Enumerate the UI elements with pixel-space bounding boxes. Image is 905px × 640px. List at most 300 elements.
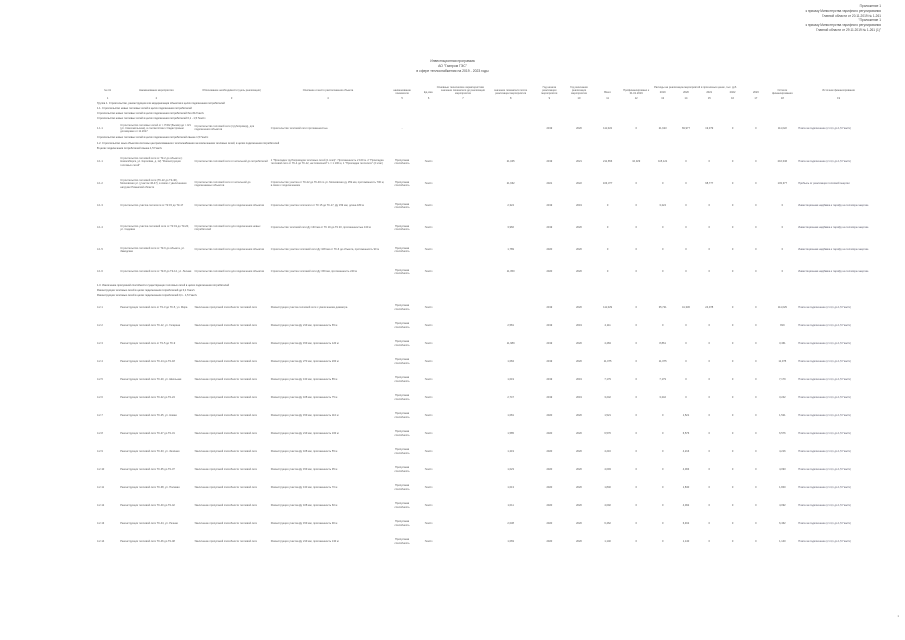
row-2023: 0 xyxy=(755,226,757,230)
row-unit: Гкал/ч xyxy=(424,450,433,454)
row-after: 1,789 xyxy=(507,248,514,252)
row-2021: 24,078 xyxy=(705,306,714,310)
row-name: Реконструкция тепловой сети от ТК-5 до ТК-9 xyxy=(120,342,176,346)
title-line-3: в сфере теплоснабжения на 2019 - 2023 годы xyxy=(416,69,489,73)
row-source: Плата за подключение (ст.4,1 до 1,5 Гкал/ч) xyxy=(798,450,851,454)
row-2021: 0 xyxy=(708,160,710,164)
row-number: 4.1.5 xyxy=(97,248,103,252)
row-number: 4.1.1 xyxy=(97,160,103,164)
row-after: 2,324 xyxy=(507,204,514,208)
column-number-cell: 2 xyxy=(155,96,158,100)
row-number: 4.2.8 xyxy=(97,432,103,436)
table-row xyxy=(96,121,880,135)
col-before-header: значение показателя до реализации мероприятия xyxy=(440,89,485,96)
row-total: 6,576 xyxy=(604,432,611,436)
row-start-year: 2020 xyxy=(546,504,553,508)
row-before xyxy=(439,151,487,173)
row-2020: 41,330 xyxy=(681,306,690,310)
column-number-cell: 17 xyxy=(754,96,758,100)
row-total: 0 xyxy=(606,204,609,208)
row-unit: Гкал/ч xyxy=(424,522,433,526)
column-number-cell: 4 xyxy=(327,96,329,100)
row-2022: 0 xyxy=(731,486,734,490)
row-unit: Гкал/ч xyxy=(424,270,433,274)
row-2020: 0 xyxy=(685,342,687,346)
row-financed: 10,329 xyxy=(632,160,641,164)
row-2020: 1,840 xyxy=(682,486,690,490)
row-2023: 0 xyxy=(755,160,757,164)
row-name: Строительство участка теплосети от ТК 15 до ТК-17 xyxy=(120,204,184,208)
row-2019: 8,861 xyxy=(659,342,666,346)
row-indicator: Пропускная способность xyxy=(394,158,410,166)
row-2022: 0 xyxy=(731,522,734,526)
row-2019: 21,623 xyxy=(658,126,667,130)
row-after: 2,038 xyxy=(507,522,514,526)
tech-group-header: Основные технические характеристики xyxy=(436,86,485,89)
row-reason: Увеличение пропускной способности тепловой сети xyxy=(194,504,258,508)
row-financed: 0 xyxy=(635,414,637,418)
row-reason: Увеличение пропускной способности тепловой сети xyxy=(194,522,258,526)
row-number: 4.2.11 xyxy=(97,486,105,490)
row-end-year: 2020 xyxy=(576,226,582,230)
row-after: 3,966 xyxy=(507,226,514,230)
row-description: Реконструкция участка Ду 219 мм, протяженность 65 м xyxy=(270,324,338,328)
row-financed: 0 xyxy=(635,342,637,346)
row-description: Реконструкция участка Ду 108 мм, протяженность 60 м xyxy=(270,504,338,508)
row-2019: 0 xyxy=(661,226,664,230)
col-name-header: Наименование мероприятия xyxy=(139,89,174,93)
row-end-year: 2020 xyxy=(576,270,582,274)
row-financed: 0 xyxy=(635,324,637,328)
row-name: Реконструкция тепловой сети ТК-14 до ТК-18 xyxy=(120,360,175,364)
row-2021: 0 xyxy=(708,486,710,490)
row-remaining: 1,840 xyxy=(779,486,786,490)
row-2021: 0 xyxy=(708,248,710,252)
column-number-cell: 16 xyxy=(731,96,734,100)
row-total: 1,140 xyxy=(604,540,611,544)
row-after: 21,662 xyxy=(506,182,515,186)
row-indicator: Пропускная способность xyxy=(394,202,410,210)
row-reason: Увеличение пропускной способности тепловой сети xyxy=(194,486,258,490)
row-before xyxy=(439,425,487,443)
row-start-year: 2021 xyxy=(546,182,553,186)
row-2020: 0 xyxy=(685,226,687,230)
row-description: Реконструкция участка тепловой сети с увеличением диаметра xyxy=(270,306,348,310)
row-end-year: 2019 xyxy=(576,204,582,208)
section-2a: Реконструкция тепловых сетей в целях подключения потребителей до 0,1 Гкал/ч xyxy=(97,289,195,293)
table-row xyxy=(96,261,880,283)
row-start-year: 2020 xyxy=(546,522,553,526)
row-start-year: 2020 xyxy=(546,414,553,418)
row-2022: 0 xyxy=(731,226,734,230)
row-total: 11,075 xyxy=(603,360,612,364)
row-description: Реконструкция участка Ду 108 мм, протяженность 75 м xyxy=(270,396,338,400)
row-name: Строительство тепловой сети от ТК-8 до ТК-14, ул. Лесная xyxy=(120,270,192,274)
table-row xyxy=(96,299,880,317)
row-2023: 0 xyxy=(755,306,757,310)
row-source: Плата за подключение (ст.4,1 до 1,5 Гкал/ч) xyxy=(798,342,851,346)
row-2023: 0 xyxy=(755,324,757,328)
row-2021: 0 xyxy=(708,324,710,328)
section-1-3: 1.2. Строительство иных объектов системы централизованного теплоснабжения за исключением тепловых сетей, в целях подключения потребителей xyxy=(97,141,280,145)
row-description: Строительство участка теплосети от ТК 15 до ТК-17, Ду 159 мм, длина 180 м xyxy=(270,204,364,208)
row-start-year: 2020 xyxy=(546,270,553,274)
row-2022: 0 xyxy=(731,504,734,508)
investment-program-table xyxy=(96,86,880,551)
row-start-year: 2019 xyxy=(546,204,553,208)
row-2019: 11,075 xyxy=(658,360,667,364)
row-after: 1,585 xyxy=(507,432,514,436)
row-reason: Увеличение пропускной способности тепловой сети xyxy=(194,342,258,346)
row-reason: Увеличение пропускной способности тепловой сети xyxy=(194,432,258,436)
row-indicator: Пропускная способность xyxy=(394,538,410,545)
row-2019: 0 xyxy=(661,522,664,526)
header-line: Главной области от 29.11.2019 № 1-261 (1)" xyxy=(816,27,881,32)
row-name: Строительство тепловой сети (ТК-22 до ТК-46), Московская ул. (участок 46-47), в связи с увеличением нагрузки Рязанской области xyxy=(120,179,187,189)
row-2020: 4,216 xyxy=(682,450,690,454)
row-financed: 0 xyxy=(635,126,637,130)
row-2020: 0 xyxy=(685,182,687,186)
row-indicator: Пропускная способность xyxy=(394,484,410,491)
row-total: 7,179 xyxy=(604,378,611,382)
row-financed: 0 xyxy=(635,522,637,526)
row-2019: 115,121 xyxy=(658,160,668,164)
row-indicator: Пропускная способность xyxy=(394,180,410,188)
row-2021: 0 xyxy=(708,396,710,400)
row-before xyxy=(439,371,487,389)
row-2022: 0 xyxy=(731,204,734,208)
row-unit: Гкал/ч xyxy=(424,396,433,400)
row-2023: 0 xyxy=(755,450,757,454)
row-unit: Гкал/ч xyxy=(424,432,433,436)
row-description: Строительство участка тепловой сети Ду 159 мм, протяженность 240 м xyxy=(270,270,357,274)
row-financed: 0 xyxy=(635,226,637,230)
row-before xyxy=(439,515,487,533)
col-2021-header: 2021 xyxy=(706,90,713,94)
row-indicator: Пропускная способность xyxy=(394,520,410,527)
row-source: Плата за подключение (ст.4,1 до 1,5 Гкал/ч) xyxy=(798,378,851,382)
row-end-year: 2022 xyxy=(576,182,582,186)
row-description: Реконструкция участка Ду 159 мм, протяженность 110 м xyxy=(270,414,339,418)
row-before xyxy=(439,335,487,353)
row-description: Реконструкция участка Ду 273 мм, протяженность 200 м xyxy=(270,360,339,364)
row-2021: 0 xyxy=(708,522,710,526)
row-financed: 0 xyxy=(635,504,637,508)
row-after xyxy=(487,121,535,135)
row-start-year: 2019 xyxy=(546,306,553,310)
row-financed: 0 xyxy=(635,378,637,382)
row-indicator: Пропускная способность xyxy=(394,430,410,437)
row-2023: 0 xyxy=(755,342,757,346)
row-indicator: Пропускная способность xyxy=(394,322,410,329)
column-number-cell: 10 xyxy=(577,96,581,100)
table-row xyxy=(96,443,880,461)
row-after: 1,219 xyxy=(507,450,514,454)
row-2023: 0 xyxy=(755,248,757,252)
row-2023: 0 xyxy=(755,414,757,418)
row-after: 2,747 xyxy=(507,396,514,400)
row-2021: 0 xyxy=(708,342,710,346)
row-end-year: 2020 xyxy=(576,522,582,526)
row-2020: 4,092 xyxy=(682,504,690,508)
row-unit: Гкал/ч xyxy=(424,360,433,364)
row-reason: Увеличение пропускной способности тепловой сети xyxy=(194,540,258,544)
row-2022: 0 xyxy=(731,160,734,164)
header-line: Приложение 1 xyxy=(859,4,881,8)
row-total: 1,521 xyxy=(604,414,611,418)
row-number: 4.2.4 xyxy=(97,360,103,364)
row-2019: 0 xyxy=(661,324,664,328)
row-2023: 0 xyxy=(755,540,757,544)
row-end-year: 2020 xyxy=(576,248,582,252)
row-source: Плата за подключение (ст.4,1 до 1,5 Гкал/ч) xyxy=(798,504,851,508)
row-remaining: 103,377 xyxy=(777,182,788,186)
column-number-cell: 6 xyxy=(427,96,430,100)
row-reason: Строительство тепловой сети для подключения объектов xyxy=(194,270,265,274)
row-end-year: 2020 xyxy=(576,450,582,454)
row-total: 6,462 xyxy=(604,522,611,526)
row-unit: Гкал/ч xyxy=(424,248,433,252)
table-row xyxy=(96,461,880,479)
row-description: Реконструкция участка Ду 133 мм, протяженность 70 м xyxy=(270,486,338,490)
row-2021: 0 xyxy=(708,360,710,364)
row-description: Строительство тепловой сети протяженностью xyxy=(270,126,328,130)
row-financed: 0 xyxy=(635,432,637,436)
row-start-year: 2020 xyxy=(546,432,553,436)
row-end-year: 2021 xyxy=(576,160,582,164)
row-2023: 0 xyxy=(755,204,757,208)
row-number: 4.2.6 xyxy=(97,396,103,400)
row-unit: Гкал/ч xyxy=(424,378,433,382)
column-number-cell: 12 xyxy=(634,96,638,100)
row-2019: 0 xyxy=(661,182,664,186)
row-unit: Гкал/ч xyxy=(424,540,433,544)
row-unit: Гкал/ч xyxy=(424,160,433,164)
row-after: 1,084 xyxy=(507,360,514,364)
row-financed: 0 xyxy=(635,270,637,274)
row-2021: 0 xyxy=(708,504,710,508)
row-indicator: - xyxy=(401,126,403,130)
row-start-year: 2020 xyxy=(546,468,553,472)
row-2023: 0 xyxy=(755,486,757,490)
row-end-year: 2020 xyxy=(576,414,582,418)
table-row xyxy=(96,217,880,239)
row-after: 11,689 xyxy=(506,342,515,346)
row-source: Плата за подключение (ст.4,1 до 1,5 Гкал/ч) xyxy=(798,486,851,490)
row-2021: 0 xyxy=(708,414,710,418)
row-financed: 0 xyxy=(635,360,637,364)
column-number-cell: 5 xyxy=(401,96,403,100)
row-financed: 0 xyxy=(635,486,637,490)
row-before xyxy=(439,443,487,461)
row-name: Строительство участка тепловой сети от ТК 19 до ТК-20, ул. Садовая xyxy=(120,224,189,232)
row-source: Плата за подключение (ст.4,1 до 1,5 Гкал/ч) xyxy=(798,522,851,526)
section-1-1a: Строительство новых тепловых сетей в целях подключения потребителей без ЗА Гкал/ч xyxy=(97,112,204,116)
row-total: 0 xyxy=(606,270,609,274)
row-reason: Строительство тепловой сети для подключения новых потребителей xyxy=(194,224,261,232)
row-start-year: 2020 xyxy=(546,486,553,490)
row-number: 4.2.3 xyxy=(97,342,103,346)
header-line: к приказу Министерства тарифного регулирования xyxy=(805,8,881,13)
row-remaining: 0 xyxy=(781,248,784,252)
row-remaining: 819 xyxy=(780,324,785,328)
row-reason: Увеличение пропускной способности тепловой сети xyxy=(194,450,258,454)
row-financed: 0 xyxy=(635,182,637,186)
row-2022: 0 xyxy=(731,468,734,472)
header-line: к приказу Министерства тарифного регулирования xyxy=(805,23,881,28)
row-2019: 0 xyxy=(661,504,664,508)
row-source: Плата за подключение (ст.4,1 до 1,5 Гкал/ч) xyxy=(798,540,851,544)
row-description: Реконструкция участка Ду 159 мм, протяженность 95 м xyxy=(270,468,338,472)
row-2020: 0 xyxy=(685,324,687,328)
row-reason: Увеличение пропускной способности тепловой сети xyxy=(194,306,258,310)
row-2020: 0 xyxy=(685,270,687,274)
row-indicator: Пропускная способность xyxy=(394,502,410,509)
row-source: Плата за подключение (ст.4,1 до 1,5 Гкал/ч) xyxy=(798,396,851,400)
row-2021: 0 xyxy=(708,226,710,230)
row-2023: 0 xyxy=(755,522,757,526)
row-name: Реконструкция тепловой сети ТК-44, ул. Речная xyxy=(120,522,178,526)
row-start-year: 2019 xyxy=(546,342,553,346)
row-2023: 0 xyxy=(755,378,757,382)
row-remaining: 6,576 xyxy=(779,432,786,436)
row-source: Плата за подключение (ст.4,1 до 1,5 Гкал/ч) xyxy=(798,126,851,130)
row-2021: 0 xyxy=(708,450,710,454)
row-total: 0 xyxy=(606,248,609,252)
row-source: Плата за подключение (ст.4,1 до 1,5 Гкал/ч) xyxy=(798,432,851,436)
row-start-year: 2020 xyxy=(546,450,553,454)
col-financed-header: Профинансировано к 01.01.2019 xyxy=(623,89,650,96)
row-before xyxy=(439,239,487,261)
row-financed: 0 xyxy=(635,204,637,208)
col-end-header: Год окончания реализации мероприятия xyxy=(570,86,588,96)
row-reason: Увеличение пропускной способности тепловой сети xyxy=(194,378,258,382)
row-2021: 0 xyxy=(708,378,710,382)
row-description: Строительство участка тепловой сети Ду 108 мм от ТК-6 до объекта, протяженность 90 м xyxy=(270,248,379,252)
row-description: Строительство участка от ТК-22 до ТК-46 по ул. Московская ду 159 мм, протяжённость 700 м, в связи с подключением xyxy=(270,180,385,188)
column-number-cell: 14 xyxy=(684,96,688,100)
row-2023: 0 xyxy=(755,182,757,186)
col-2019-header: 2019 xyxy=(659,90,666,94)
row-indicator: Пропускная способность xyxy=(394,448,410,455)
row-financed: 0 xyxy=(635,468,637,472)
row-2020: 4,093 xyxy=(682,468,690,472)
row-number: 1.1.1 xyxy=(97,126,103,130)
row-2020: 1,140 xyxy=(682,540,690,544)
column-number-cell: 3 xyxy=(230,96,233,100)
row-remaining: 0 xyxy=(781,204,784,208)
row-before xyxy=(439,389,487,407)
row-end-year: 2020 xyxy=(576,432,582,436)
row-number: 4.1.3 xyxy=(97,204,103,208)
column-number-cell: 7 xyxy=(462,96,464,100)
row-description: Реконструкция участка Ду 159 мм, протяженность 90 м xyxy=(270,522,338,526)
section-1-2b: Строительство новых тепловых сетей в целях подключения потребителей свыше 1,5 Гкал/ч xyxy=(97,136,209,140)
row-indicator: Пропускная способность xyxy=(394,358,410,365)
row-remaining: 1,140 xyxy=(779,540,786,544)
row-before xyxy=(439,497,487,515)
row-2021: 19,379 xyxy=(705,126,714,130)
row-2023: 0 xyxy=(755,432,757,436)
row-description: Реконструкция участка Ду 219 мм, протяженность 160 м xyxy=(270,432,339,436)
table-row xyxy=(96,479,880,497)
row-name: Реконструкция тепловой сети ТК-25, ул. Новая xyxy=(120,414,177,418)
row-description: Реконструкция участка Ду 133 мм, протяженность 85 м xyxy=(270,378,338,382)
row-number: 4.2.9 xyxy=(97,450,103,454)
row-name: Реконструкция тепловой сети от ТК-3 до ТК-5, ул. Мира xyxy=(120,306,188,310)
row-description: Строительство тепловой сети Ду 133 мм от ТК 19 до ТК 20, протяженностью 130 м xyxy=(270,226,371,230)
row-2022: 0 xyxy=(731,126,734,130)
table-row xyxy=(96,151,880,173)
row-2020: 0 xyxy=(685,378,687,382)
row-total: 4,092 xyxy=(604,504,611,508)
row-total: 111,029 xyxy=(603,306,613,310)
row-start-year: 2019 xyxy=(546,396,553,400)
title-line-2: АО "Газпром ГЭС" xyxy=(438,64,467,68)
row-2019: 35,721 xyxy=(658,306,667,310)
row-remaining: 111,029 xyxy=(777,306,787,310)
row-after: 1,013 xyxy=(507,486,514,490)
row-2022: 0 xyxy=(731,270,734,274)
row-2021: 68,777 xyxy=(705,182,714,186)
row-end-year: 2020 xyxy=(576,468,582,472)
row-end-year: 2019 xyxy=(576,378,582,382)
row-start-year: 2019 xyxy=(546,226,553,230)
row-source: Инвестиционная надбавка к тарифу на тепловую энергию xyxy=(798,248,869,252)
row-name: Строительство тепловой сети от ТК-6 до объекта, ул. Заводская xyxy=(120,246,185,254)
row-2019: 0 xyxy=(661,450,664,454)
title-line-1: Инвестиционная программа xyxy=(430,59,475,63)
table-row xyxy=(96,497,880,515)
row-start-year: 2020 xyxy=(546,540,553,544)
row-2019: 0 xyxy=(661,540,664,544)
col-after-header: значение показателя после реализации мероприятия xyxy=(494,89,528,96)
column-number-cell: 15 xyxy=(707,96,711,100)
row-2020: 6,576 xyxy=(682,432,690,436)
row-indicator: Пропускная способность xyxy=(394,340,410,347)
row-remaining: 3,242 xyxy=(779,396,786,400)
row-total: 211,656 xyxy=(603,160,613,164)
row-indicator: Пропускная способность xyxy=(394,412,410,419)
col-num-header: № п/п xyxy=(104,89,112,93)
row-end-year: 2020 xyxy=(576,540,582,544)
row-source: Плата за подключение (ст.4,1 до 1,5 Гкал/ч) xyxy=(798,324,851,328)
row-2023: 0 xyxy=(755,126,757,130)
row-indicator: Пропускная способность xyxy=(394,268,410,276)
table-row xyxy=(96,515,880,533)
finance-group-header: Расходы на реализацию мероприятий в прогнозных ценах, тыс. руб. xyxy=(654,86,737,89)
row-number: 4.2.5 xyxy=(97,378,103,382)
row-start-year: 2019 xyxy=(546,160,553,164)
table-row xyxy=(96,317,880,335)
header-approval-block xyxy=(681,4,881,33)
table-body xyxy=(96,101,880,551)
row-2019: 0 xyxy=(661,432,664,436)
row-financed: 0 xyxy=(635,396,637,400)
section-1-1b: Строительство новых тепловых сетей в целях подключения потребителей 0,1 - 1,5 Гкал/ч xyxy=(97,117,206,121)
col-reason-header: Обоснование необходимости (цель реализации) xyxy=(202,89,261,93)
page-number-mark: 1 xyxy=(897,614,899,618)
row-reason: Строительство тепловой сети от котельной до потребителей xyxy=(194,160,268,164)
table-row xyxy=(96,389,880,407)
col-source-header: Источник финансирования xyxy=(822,89,855,93)
row-source: Плата за подключение (ст.4,1 до 1,5 Гкал/ч) xyxy=(798,468,851,472)
row-number: 4.2.7 xyxy=(97,414,103,418)
row-source: Инвестиционная надбавка к тарифу на тепловую энергию xyxy=(798,204,869,208)
row-end-year: 2020 xyxy=(576,126,582,130)
row-after: 21,045 xyxy=(506,160,515,164)
row-source: Плата за подключение (ст.4,1 до 1,5 Гкал/ч) xyxy=(798,160,851,164)
